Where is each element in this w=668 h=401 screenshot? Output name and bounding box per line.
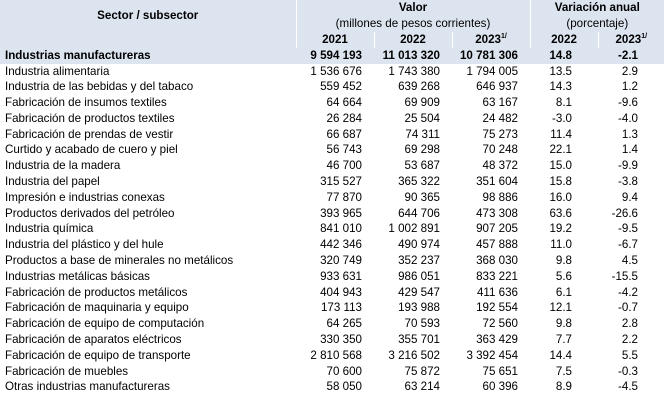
value-2022: 53 687 — [404, 159, 440, 173]
row-name: Fabricación de maquinaria y equipo — [5, 301, 189, 315]
table-row — [0, 206, 664, 222]
value-2023: 98 886 — [482, 190, 519, 204]
value-2021: 1 536 676 — [310, 64, 362, 78]
var-2022: 9.8 — [555, 317, 573, 331]
row-name: Industrias metálicas básicas — [5, 269, 150, 283]
row-name: Fabricación de prendas de vestir — [5, 127, 174, 141]
value-2023: 411 636 — [476, 285, 519, 299]
total-value-2023: 10 781 306 — [452, 48, 530, 64]
table-row — [0, 174, 664, 190]
value-2022: 644 706 — [398, 206, 440, 220]
var-2022-header: 2022 — [530, 32, 598, 48]
var-2022: 6.1 — [555, 285, 573, 299]
total-value-2022: 11 013 320 — [374, 48, 452, 64]
value-2022: 69 909 — [404, 96, 440, 110]
row-name: Industria de las bebidas y del tabaco — [5, 80, 194, 94]
sector-header: Sector / subsector — [0, 0, 296, 32]
value-2022: 490 974 — [398, 238, 440, 252]
var-2022: 19.2 — [549, 222, 573, 236]
value-2023: 63 167 — [482, 96, 519, 110]
var-2022: 63.6 — [549, 206, 573, 220]
value-2021: 56 743 — [326, 143, 362, 157]
table-row — [0, 269, 664, 285]
value-2021: 58 050 — [326, 380, 362, 394]
var-2022: 8.9 — [555, 380, 573, 394]
var-2022: 14.3 — [549, 80, 573, 94]
value-2022: 1 002 891 — [388, 222, 440, 236]
blank-header-cell — [0, 32, 296, 48]
table-header — [0, 0, 664, 64]
var-2023: -9.6 — [618, 96, 639, 110]
variacion-subheader: (porcentaje) — [530, 16, 664, 32]
value-2021: 933 631 — [320, 269, 362, 283]
variacion-header: Variación anual — [530, 0, 664, 16]
value-2021: 315 527 — [320, 175, 362, 189]
value-2021: 70 600 — [326, 364, 362, 378]
value-2023: 1 794 005 — [466, 64, 519, 78]
var-2023: 2.2 — [621, 333, 639, 347]
var-2023: 5.5 — [621, 348, 639, 362]
row-name: Fabricación de equipo de computación — [5, 317, 205, 331]
total-var-2022: 14.8 — [530, 48, 598, 64]
table-row — [0, 111, 664, 127]
value-2022: 986 051 — [398, 269, 440, 283]
table-row — [0, 253, 664, 269]
table-row — [0, 379, 664, 395]
row-name: Industria química — [5, 222, 94, 236]
var-2023: -9.9 — [618, 159, 639, 173]
value-2022: 639 268 — [398, 80, 440, 94]
value-2023: 48 372 — [482, 159, 519, 173]
var-2023: -9.5 — [618, 222, 639, 236]
row-name: Productos a base de minerales no metálicos — [5, 254, 234, 268]
value-2021: 330 350 — [320, 333, 362, 347]
value-2021: 77 870 — [326, 190, 362, 204]
year-2023-header: $2023^{1/}$ — [452, 32, 530, 48]
value-2023: 70 248 — [482, 143, 519, 157]
row-name: Productos derivados del petróleo — [5, 206, 175, 220]
var-2023: 1.4 — [621, 143, 639, 157]
year-row — [0, 32, 664, 48]
value-2022: 63 214 — [404, 380, 440, 394]
var-2022: 14.4 — [549, 348, 573, 362]
value-2023: 24 482 — [482, 111, 519, 125]
value-2021: 64 265 — [326, 317, 362, 331]
value-2022: 3 216 502 — [388, 348, 440, 362]
table-row — [0, 316, 664, 332]
var-2022: 11.4 — [550, 127, 573, 141]
value-2021: 64 664 — [326, 96, 362, 110]
footnote-mark: 1/ — [641, 33, 648, 41]
var-2022: 15.8 — [549, 175, 573, 189]
table-row — [0, 190, 664, 206]
table-row — [0, 79, 664, 95]
var-2023: 2.9 — [621, 64, 639, 78]
row-name: Curtido y acabado de cuero y piel — [5, 143, 178, 157]
var-2022: 8.1 — [555, 96, 573, 110]
value-2023: 3 392 454 — [466, 348, 519, 362]
value-2021: 173 113 — [320, 301, 362, 315]
row-name: Fabricación de muebles — [5, 364, 129, 378]
row-name: Industria del plástico y del hule — [5, 238, 164, 252]
var-2022: 12.1 — [549, 301, 573, 315]
value-2021: 66 687 — [326, 127, 362, 141]
var-2022: 15.0 — [549, 159, 573, 173]
var-2023: -0.7 — [618, 301, 639, 315]
table-row — [0, 142, 664, 158]
table-row — [0, 364, 664, 380]
var-2023: -4.0 — [618, 111, 639, 125]
value-2022: 75 872 — [404, 364, 440, 378]
valor-header: Valor — [296, 0, 530, 16]
table-body — [0, 64, 664, 396]
var-2022: -3.0 — [552, 111, 573, 125]
var-2023: 1.3 — [621, 127, 639, 141]
value-2023: 351 604 — [476, 175, 519, 189]
value-2021: 404 943 — [320, 285, 362, 299]
value-2021: 320 749 — [320, 254, 362, 268]
value-2021: 46 700 — [326, 159, 362, 173]
value-2022: 365 322 — [398, 175, 440, 189]
row-name: Industria del papel — [5, 175, 100, 189]
value-2023: 833 221 — [476, 269, 519, 283]
value-2021: 26 284 — [326, 111, 362, 125]
var-2023: -4.5 — [618, 380, 639, 394]
var-2022: 7.5 — [555, 364, 573, 378]
table-row — [0, 348, 664, 364]
var-2023: -3.8 — [618, 175, 639, 189]
value-2023: 72 560 — [482, 317, 519, 331]
var-2023: 9.4 — [621, 190, 639, 204]
year-2021-header: 2021 — [296, 32, 374, 48]
var-2022: 16.0 — [549, 190, 573, 204]
var-2023: -26.6 — [611, 206, 639, 220]
value-2022: 1 743 380 — [388, 64, 440, 78]
var-2023: 2.8 — [621, 317, 639, 331]
table-row — [0, 221, 664, 237]
table-row — [0, 285, 664, 301]
row-name: Industria alimentaria — [5, 64, 110, 78]
row-name: Impresión e industrias conexas — [5, 190, 165, 204]
row-name: Fabricación de insumos textiles — [5, 96, 167, 110]
var-2022: 13.5 — [549, 64, 573, 78]
row-name: Fabricación de productos metálicos — [5, 285, 188, 299]
var-2022: 5.6 — [555, 269, 573, 283]
total-var-2023: -2.1 — [598, 48, 664, 64]
table-row — [0, 64, 664, 80]
value-2022: 69 298 — [404, 143, 440, 157]
var-2023: 1.2 — [621, 80, 639, 94]
row-name: Fabricación de aparatos eléctricos — [5, 333, 182, 347]
value-2022: 25 504 — [404, 111, 440, 125]
var-2023: -6.7 — [618, 238, 639, 252]
table-row — [0, 127, 664, 143]
value-2023: 473 308 — [476, 206, 519, 220]
total-name: Industrias manufactureras — [0, 48, 296, 64]
value-2023: 363 429 — [476, 333, 519, 347]
value-2023: 75 651 — [482, 364, 519, 378]
value-2022: 90 365 — [404, 190, 440, 204]
value-2022: 74 311 — [405, 127, 440, 141]
footnote-mark: 1/ — [500, 33, 507, 41]
value-2021: 841 010 — [320, 222, 362, 236]
var-2022: 22.1 — [549, 143, 573, 157]
value-2022: 193 988 — [398, 301, 440, 315]
value-2022: 355 701 — [398, 333, 440, 347]
var-2023: -0.3 — [618, 364, 639, 378]
value-2023: 457 888 — [476, 238, 519, 252]
value-2023: 75 273 — [482, 127, 519, 141]
value-2023: 646 937 — [476, 80, 519, 94]
total-value-2021: 9 594 193 — [296, 48, 374, 64]
var-2022: 9.8 — [555, 254, 573, 268]
var-2023-header: $2023^{1/}$ — [598, 32, 664, 48]
total-row — [0, 48, 664, 64]
value-2023: 192 554 — [476, 301, 519, 315]
row-name: Fabricación de equipo de transporte — [5, 348, 191, 362]
value-2021: 442 346 — [320, 238, 362, 252]
table-row — [0, 158, 664, 174]
row-name: Industria de la madera — [5, 159, 121, 173]
value-2021: 393 965 — [320, 206, 362, 220]
table-row — [0, 237, 664, 253]
value-2021: 559 452 — [320, 80, 362, 94]
var-2023: -4.2 — [618, 285, 639, 299]
table-row — [0, 95, 664, 111]
value-2023: 907 205 — [476, 222, 519, 236]
row-name: Fabricación de productos textiles — [5, 111, 175, 125]
table-row — [0, 300, 664, 316]
year-2022-header: 2022 — [374, 32, 452, 48]
value-2023: 60 396 — [482, 380, 519, 394]
value-2022: 429 547 — [398, 285, 440, 299]
var-2023: 4.5 — [621, 254, 639, 268]
var-2022: 11.0 — [550, 238, 573, 252]
value-2021: 2 810 568 — [310, 348, 362, 362]
var-2022: 7.7 — [555, 333, 573, 347]
value-2022: 352 237 — [398, 254, 440, 268]
row-name: Otras industrias manufactureras — [5, 380, 170, 394]
var-2023: -15.5 — [611, 269, 639, 283]
value-2022: 70 593 — [404, 317, 440, 331]
valor-subheader: (millones de pesos corrientes) — [296, 16, 530, 32]
table-row — [0, 332, 664, 348]
value-2023: 368 030 — [476, 254, 519, 268]
